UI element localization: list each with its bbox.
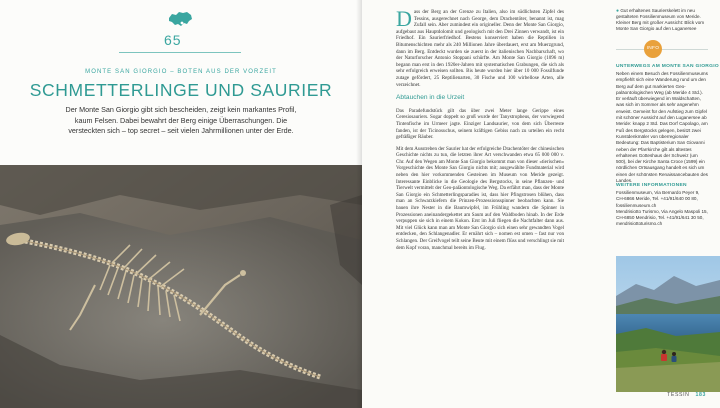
contact-line: fossilienmuseum.ch	[616, 202, 657, 208]
paragraph	[396, 6, 564, 88]
divider	[616, 49, 708, 50]
paragraph: Das Paradefundstück gilt das über zwei Meter lange Gerippe eines Ceresiosauriers. Sogar doppelt so groß wurde der Tanystropheus, der vorwiegend Tintenfische im Urmeer jagte. Einziger Landsaurier, von dem sich Überreste fanden, ist der Ticinosuchus, seinem kräftigen Gebiss nach zu urteilen ein recht gefräßiger Räuber.	[396, 107, 564, 141]
info-text: Neben einem Besuch des Fossilienmuseums empfiehlt sich eine Wanderung rund um den Berg auf dem gut markierten Geo-paläontologischen Weg (ab Meride 4 Std.). Er verläuft überwiegend im Waldschatten, was sich im Sommer als sehr angenehm erweist. Gemeint für den Aufstieg zum Gipfel mit schöner Aussicht auf den Luganersee ab Meride: knapp 2 Std. Das Dorf Capolago, am Fuß des Bergstocks gelegen, besitzt zwei Kunstdenkmäler von überregionaler Bedeutung: Das Baptisterium San Giovanni neben der Pfarrkirche gilt als ältestes erhaltenes Gotteshaus der Schweiz (um 500), bei der Kirche Santa Croce (1599) ein nördlichen Ortsausgang handelt es sich um einen der schönsten Renaissancebauten des Landes.	[616, 71, 708, 184]
contact-line: mendrisiottoturismo.ch	[616, 221, 663, 227]
right-page	[362, 0, 720, 408]
photo-caption	[616, 8, 708, 32]
intro-line: versteckten sich – top secret – seit vielen Jahrmillionen unter der Erde.	[68, 126, 294, 136]
contact-line: CH-6850 Mendrisio, Tel. +41/91/641 30 50,	[616, 215, 704, 221]
title-rule	[119, 52, 241, 53]
main-column	[396, 6, 564, 251]
contact-line: Fossilienmuseum, Via Bernardo Peyer 9,	[616, 190, 700, 195]
caption-text: Gut erhaltenes Saurierskelett im neu gestalteten Fossilienmuseum von Meride. Kleiner Berg mit großer Aussicht: Blick vom Monte San Giorgio auf den Luganersee	[616, 8, 705, 32]
intro-line: kaum Felsen. Dabei bewahrt der Berg einige Überraschungen. Die	[74, 115, 288, 125]
saurier-fossil-photo	[0, 165, 362, 408]
page-footer	[667, 392, 706, 398]
caption-bullet-icon: ●	[616, 8, 620, 14]
page-number: 183	[695, 392, 706, 398]
section-name: TESSIN	[667, 392, 690, 398]
lake-view-photo	[616, 256, 720, 392]
contact-info	[616, 190, 708, 228]
tour-number: 65	[164, 32, 182, 48]
contact-line: CH-6866 Meride, Tel. +41/91/640 00 80,	[616, 196, 698, 202]
more-info-heading: WEITERE INFORMATIONEN	[616, 183, 687, 188]
info-heading: UNTERWEGS AM MONTE SAN GIORGIO	[616, 64, 720, 69]
paragraph-text: ass der Berg an der Grenze zu Italien, also im südlichsten Zipfel des Tessins, ausgerechnet nach George, dem Drachentöter, benannt ist, mag Zufall sein. Aber zumindest ein origineller. Denn der Monte San Giorgio, aufgebaut aus Hauptdolomit und geologisch mit den Drei Zinnen verwandt, ist ein Friedhof. Ein Saurierfriedhof. Bestens konserviert haben die Reptilien in Bitumenschichten mehr als 240 Millionen Jahre überdauert, erst am Muerzgrund, dann im Berg. Entdeckt wurden sie zuerst in der italienischen Nachbarschaft, wo der Naturforscher Antonio Stoppani schürfte. Am Monte San Giorgio (1096 m) begann man erst in den 1920er-Jahren mit systematischen Grabungen, die sich als sehr erfolgreich erweisen sollten. Bis heute wurden hier über 10 000 Fossilfunde zutage gefördert, 25 Reptilienarten, 30 Fische und 100 wirbellose Arten, alle verzeichnet.	[396, 9, 564, 88]
contact-line: Mendrisiotto Turismo, Via Angelo Maspoli 15,	[616, 208, 708, 214]
subheading: Abtauchen in die Urzeit	[396, 94, 465, 102]
intro-text	[38, 105, 324, 137]
headline: SCHMETTERLINGE UND SAURIER	[29, 80, 333, 100]
paragraph: Mit dem Ausstreben der Saurier hat der erfolgreiche Drachentöter der chinesischen Geschichte nichts zu tun, die letzten ihrer Art verschwanden etwa 65 000 000 v. Chr. Auf den Wegen am Monte San Giorgio bekommt man von dieser «tierischen» Vorgeschichte des Monte San Giorgio nichts mit; ausgewählte Fundmaterial wird neben den hier vorkommenden Gesteinen im Museum von Meride gezeigt. Interessante Einblicke in die Geologie des Bergstocks, in seine Pflanzen- und Tierwelt vermittelt der Geo-paläontologische Weg. Da erfährt man, dass der Monte San Giorgio ein Schmetterlingsparadies ist, dass hier Pfingstrosen blühen, dass man an Schwarzkiefern die Prinzen-Prozessionsspinner beobachten kann. Sie bauen ihre Nester in die Baumwipfel, im Frühling wandern die Spinner in Prozessionen aneinandergekettet am Saum auf den Waldboden hinab. In der Erde verpuppen sie sich in einem Kokon. Erst im Juli fliegen die Nachtfalter dann aus. Mit viel Glück kann man am Monte San Giorgio sich einen sehr gewandten Vogel entdecken, den Schlangenadler. Er ernährt sich – nomen est omen – fast nur von Schlangen. Der Greifvogel teilt seine Beute mit einem flüss und verschlingt sie mit dem Kopf voran, manchmal bereits im Flug.	[396, 145, 564, 251]
info-badge: INFO	[644, 40, 662, 58]
intro-line: Der Monte San Giorgio gibt sich bescheiden, zeigt kein markantes Profil,	[65, 105, 297, 114]
switzerland-map-icon	[166, 9, 194, 29]
kicker: MONTE SAN GIORGIO – BOTEN AUS DER VORZEIT	[85, 69, 277, 75]
drop-cap: D	[396, 6, 412, 31]
